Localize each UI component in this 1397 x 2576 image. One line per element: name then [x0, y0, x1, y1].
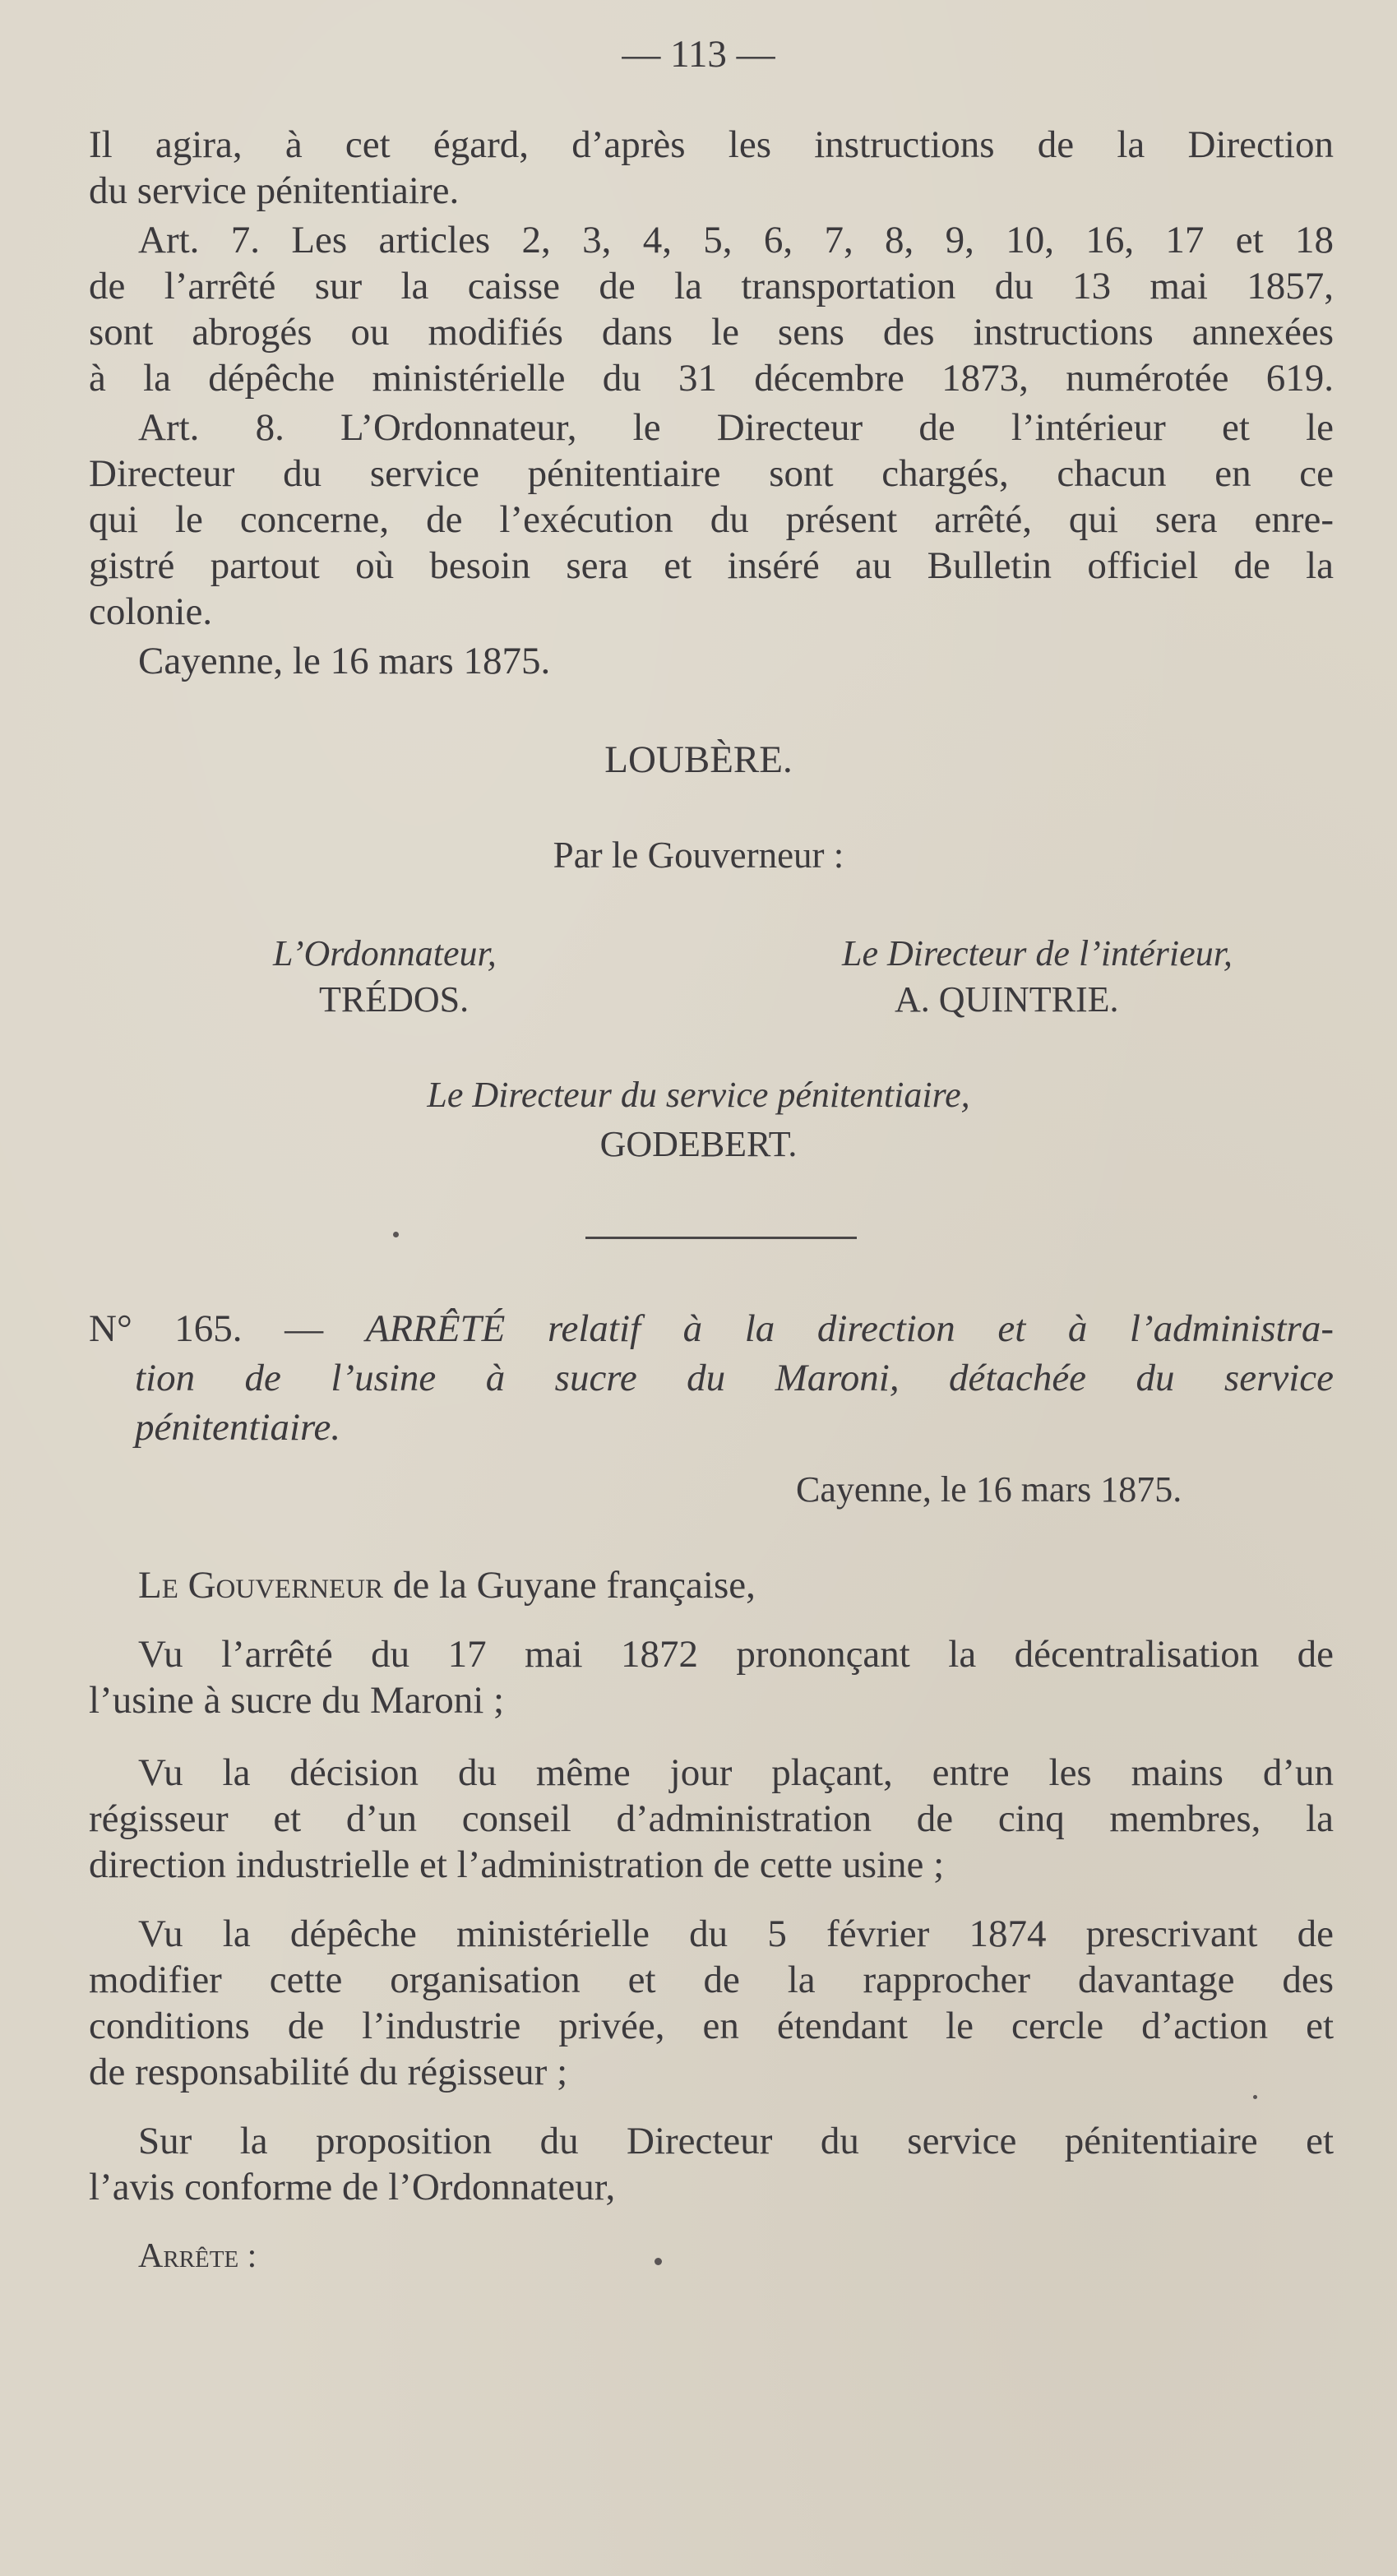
- decree-date: Cayenne, le 16 mars 1875.: [796, 1469, 1182, 1510]
- decree-heading-line: [89, 1306, 1334, 1352]
- governor-territory: de la Guyane française,: [392, 1564, 756, 1607]
- ordonnateur-name: TRÉDOS.: [319, 979, 470, 1020]
- penitentiaire-name: GODEBERT.: [599, 1124, 798, 1164]
- continuation-line: Il agira, à cet égard, d’après les instructions de la Direction: [89, 123, 1334, 166]
- article-8-line: Directeur du service pénitentiaire sont chargés, chacun en ce: [89, 452, 1334, 495]
- considerant-line: direction industrielle et l’administration de cette usine ;: [89, 1843, 945, 1886]
- article-7-line: à la dépêche ministérielle du 31 décembre 1873, numérotée 619.: [89, 357, 1334, 400]
- article-8-line: Art. 8. L’Ordonnateur, le Directeur de l’intérieur et le: [138, 406, 1334, 449]
- article-7-line: Art. 7. Les articles 2, 3, 4, 5, 6, 7, 8, 9, 10, 16, 17 et 18: [138, 219, 1334, 261]
- governor-signature: LOUBÈRE.: [604, 738, 793, 781]
- by-governor: Par le Gouverneur :: [553, 835, 844, 876]
- ink-speck: [1253, 2095, 1257, 2099]
- ink-speck: [393, 1232, 399, 1237]
- decree-title: ARRÊTÉ relatif à la direction et à l’administra-: [365, 1307, 1334, 1350]
- considerant-line: de responsabilité du régisseur ;: [89, 2051, 568, 2093]
- considerant-line: conditions de l’industrie privée, en étendant le cercle d’action et: [89, 2005, 1334, 2047]
- decree-number: N° 165. —: [89, 1307, 324, 1350]
- date-place: Cayenne, le 16 mars 1875.: [138, 640, 551, 682]
- considerant-line: l’usine à sucre du Maroni ;: [89, 1679, 505, 1722]
- article-7-line: sont abrogés ou modifiés dans le sens des instructions annexées: [89, 311, 1334, 354]
- ink-speck: [655, 2258, 662, 2265]
- decree-opening: [138, 1562, 756, 1608]
- interieur-title: Le Directeur de l’intérieur,: [842, 933, 1233, 974]
- continuation-line: du service pénitentiaire.: [89, 169, 460, 212]
- article-7-line: de l’arrêté sur la caisse de la transportation du 13 mai 1857,: [89, 265, 1334, 308]
- section-divider: [585, 1237, 857, 1239]
- ordonnateur-title: L’Ordonnateur,: [273, 933, 497, 974]
- considerant-line: Vu la décision du même jour plaçant, entre les mains d’un: [138, 1751, 1334, 1794]
- article-8-line: qui le concerne, de l’exécution du présent arrêté, qui sera enre-: [89, 498, 1334, 541]
- considerant-line: régisseur et d’un conseil d’administration de cinq membres, la: [89, 1797, 1334, 1840]
- governor-title: Le Gouverneur: [138, 1564, 384, 1607]
- considerant-line: Vu la dépêche ministérielle du 5 février 1874 prescrivant de: [138, 1912, 1334, 1955]
- decree-title-line: pénitentiaire.: [135, 1406, 341, 1449]
- proposition-line: Sur la proposition du Directeur du service pénitentiaire et: [138, 2120, 1334, 2162]
- proposition-line: l’avis conforme de l’Ordonnateur,: [89, 2166, 616, 2208]
- page-number: — 113 —: [622, 33, 775, 76]
- arrete-heading: Arrête :: [138, 2237, 257, 2275]
- article-8-line: colonie.: [89, 590, 213, 633]
- decree-title-line: tion de l’usine à sucre du Maroni, détachée du service: [135, 1357, 1334, 1399]
- interieur-name: A. QUINTRIE.: [895, 979, 1119, 1020]
- article-8-line: gistré partout où besoin sera et inséré au Bulletin officiel de la: [89, 544, 1334, 587]
- considerant-line: modifier cette organisation et de la rapprocher davantage des: [89, 1959, 1334, 2001]
- penitentiaire-title: Le Directeur du service pénitentiaire,: [427, 1075, 970, 1115]
- considerant-line: Vu l’arrêté du 17 mai 1872 prononçant la décentralisation de: [138, 1633, 1334, 1676]
